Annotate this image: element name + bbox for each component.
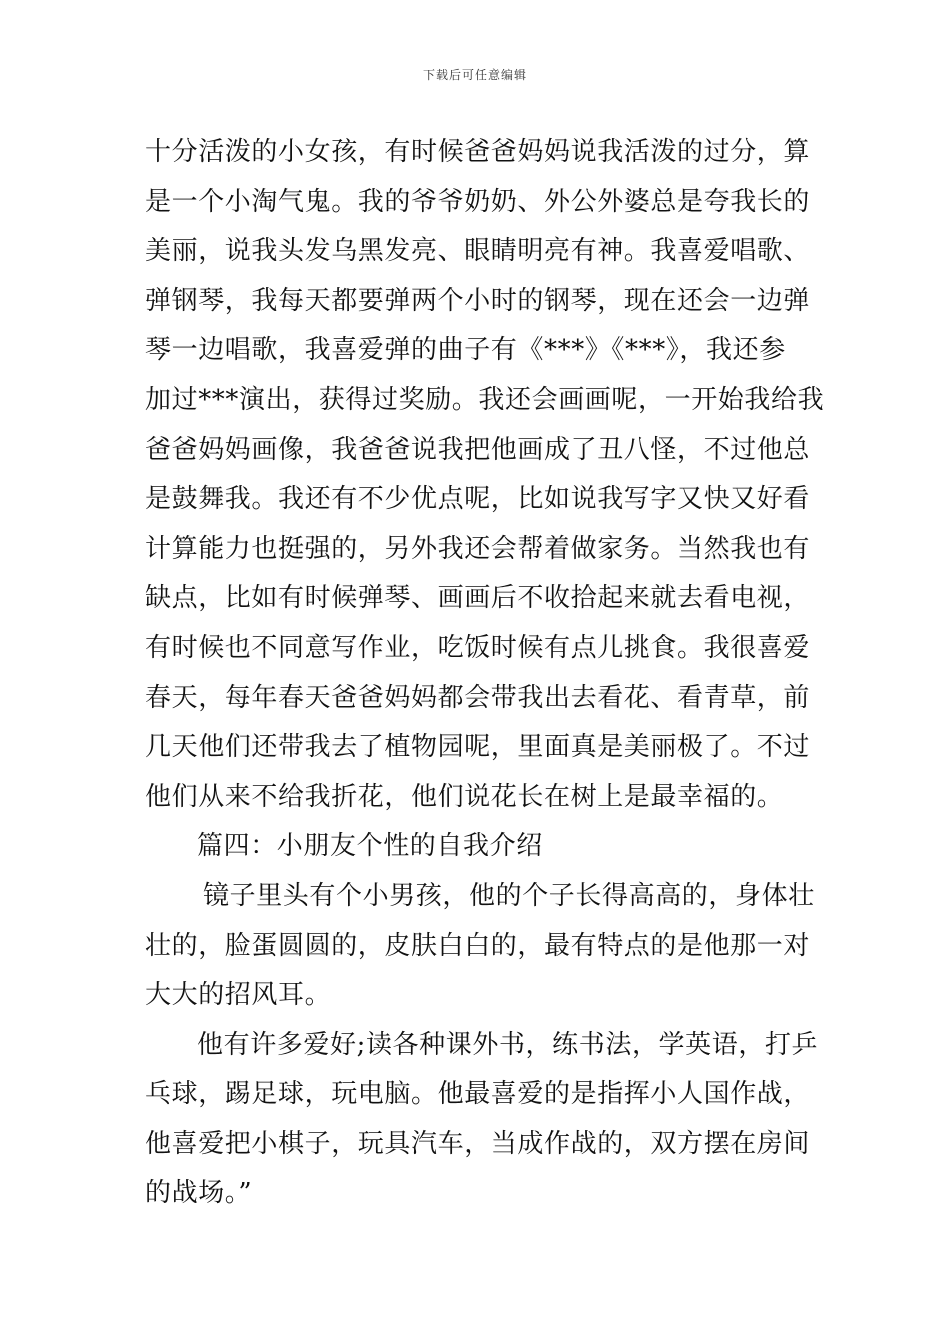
document-body: [145, 128, 825, 1219]
text-line: 的战场。”: [145, 1178, 253, 1209]
text-line: 他有许多爱好;读各种课外书，练书法，学英语，打乒: [197, 1029, 819, 1060]
text-line: 大大的招风耳。: [145, 980, 332, 1011]
text-line: 弹钢琴，我每天都要弹两个小时的钢琴，现在还会一边弹: [145, 285, 811, 316]
text-line: 乓球，踢足球，玩电脑。他最喜爱的是指挥小人国作战，: [145, 1079, 811, 1110]
text-line: 加过***演出，获得过奖励。我还会画画呢，一开始我给我: [145, 384, 825, 415]
text-line: 他喜爱把小棋子，玩具汽车，当成作战的，双方摆在房间: [145, 1128, 811, 1159]
text-line: 春天，每年春天爸爸妈妈都会带我出去看花、看青草，前: [145, 682, 811, 713]
text-line: 他们从来不给我折花，他们说花长在树上是最幸福的。: [145, 781, 784, 812]
text-line: 几天他们还带我去了植物园呢，里面真是美丽极了。不过: [145, 732, 811, 763]
text-line: 琴一边唱歌，我喜爱弹的曲子有《***》《***》，我还参: [145, 335, 786, 366]
text-line: 是一个小淘气鬼。我的爷爷奶奶、外公外婆总是夸我长的: [145, 186, 811, 217]
text-line: 计算能力也挺强的，另外我还会帮着做家务。当然我也有: [145, 533, 811, 564]
text-line: 十分活泼的小女孩，有时候爸爸妈妈说我活泼的过分，算: [145, 137, 811, 167]
text-line: 篇四：小朋友个性的自我介绍: [197, 831, 543, 862]
page-header: 下载后可任意编辑: [422, 68, 527, 82]
text-line: 是鼓舞我。我还有不少优点呢，比如说我写字又快又好看: [145, 484, 811, 515]
text-line: 镜子里头有个小男孩，他的个子长得高高的，身体壮: [203, 880, 815, 911]
text-line: 有时候也不同意写作业，吃饭时候有点儿挑食。我很喜爱: [145, 632, 811, 663]
text-line: 美丽，说我头发乌黑发亮、眼睛明亮有神。我喜爱唱歌、: [145, 236, 811, 267]
text-line: 爸爸妈妈画像，我爸爸说我把他画成了丑八怪，不过他总: [145, 434, 811, 465]
text-line: 缺点，比如有时候弹琴、画画后不收拾起来就去看电视，: [145, 583, 811, 614]
text-line: 壮的，脸蛋圆圆的，皮肤白白的，最有特点的是他那一对: [145, 930, 811, 961]
